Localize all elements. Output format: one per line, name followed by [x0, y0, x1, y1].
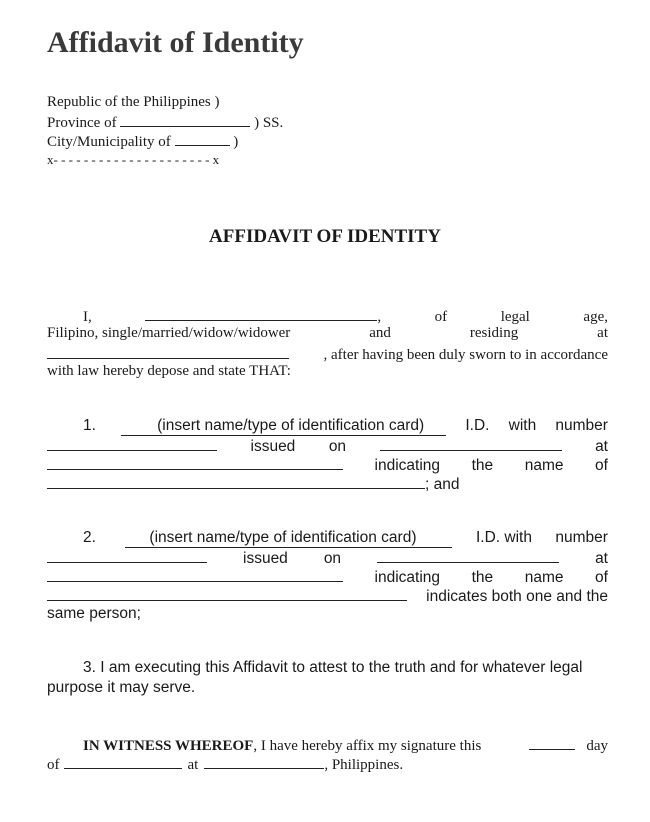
witness-month-blank[interactable] [64, 754, 182, 769]
witness-statement [47, 738, 481, 755]
item1-line-3 [47, 455, 608, 475]
item1-id: I.D. [465, 417, 490, 434]
item3-text2: purpose it may serve. [47, 679, 196, 696]
witness-line-2 [47, 754, 608, 774]
item1-line-1 [47, 417, 608, 436]
item2-same: same person; [47, 605, 141, 622]
province-blank[interactable] [120, 112, 250, 127]
intro-legal: legal [500, 309, 530, 325]
item2-the: the [471, 569, 494, 586]
item2-id-type[interactable] [125, 529, 452, 548]
item2-line-2 [47, 548, 608, 568]
intro-age: age, [583, 309, 608, 325]
witness-of: of [47, 757, 60, 773]
item3-line-2 [47, 679, 608, 697]
item1-name-blank[interactable] [47, 474, 425, 489]
intro-line-3 [47, 344, 608, 364]
venue-republic: Republic of the Philippines ) [47, 94, 220, 110]
item2-name: name [524, 569, 564, 586]
item1-issued: issued [250, 438, 296, 455]
intro-of: of [434, 309, 448, 325]
item1-id-type[interactable] [121, 417, 446, 436]
venue-province-label: Province of [47, 115, 117, 131]
witness-day-group [529, 735, 608, 755]
item2-number-word: number [555, 529, 608, 546]
witness-country: , Philippines. [324, 757, 404, 773]
item2-line-3 [47, 567, 608, 587]
venue-city-end: ) [233, 134, 239, 150]
witness-at: at [187, 757, 199, 773]
item1-of: of [595, 457, 608, 474]
item2-tail: indicates both one and the [426, 588, 608, 605]
venue-divider: x- - - - - - - - - - - - - - - - - - - - - x [47, 152, 220, 167]
intro-status: Filipino, single/married/widow/widower [47, 325, 291, 341]
item1-indicating: indicating [374, 457, 441, 474]
item2-name-blank[interactable] [47, 586, 407, 601]
item2-at: at [595, 550, 608, 567]
item2-line-5 [47, 605, 608, 623]
witness-place-blank[interactable] [204, 754, 324, 769]
witness-line-1 [47, 735, 608, 755]
item2-number: 2. [83, 529, 96, 546]
item1-id-type-text: (insert name/type of identification card) [157, 417, 425, 434]
item1-name: name [524, 457, 564, 474]
venue-city-label: City/Municipality of [47, 134, 171, 150]
item2-id-number-blank[interactable] [47, 548, 207, 563]
item1-the: the [471, 457, 494, 474]
item2-issue-place-blank[interactable] [47, 567, 343, 582]
item2-id-with: I.D. with [475, 529, 532, 546]
intro-and: and [369, 325, 391, 341]
item1-line-2 [47, 436, 608, 456]
intro-sworn: , after having been duly sworn to in accordance [323, 347, 608, 363]
intro-depose: with law hereby depose and state THAT: [47, 363, 291, 379]
address-blank[interactable] [47, 344, 289, 359]
intro-line-2 [47, 325, 608, 342]
item2-line-4 [47, 586, 608, 606]
item2-issue-date-blank[interactable] [377, 548, 559, 563]
item2-id-type-text: (insert name/type of identification card) [149, 529, 417, 546]
item2-indicating: indicating [374, 569, 441, 586]
item1-end: ; and [425, 476, 460, 493]
item1-number: 1. [83, 417, 96, 434]
witness-day: day [586, 738, 608, 754]
item1-with: with [508, 417, 537, 434]
intro-at: at [597, 325, 608, 341]
venue-province-end: ) SS. [254, 115, 284, 131]
intro-line-1 [47, 306, 608, 326]
item2-of: of [595, 569, 608, 586]
item2-on: on [323, 550, 342, 567]
item1-at: at [595, 438, 608, 455]
witness-bold: IN WITNESS WHEREOF [83, 738, 254, 754]
document-title: Affidavit of Identity [47, 26, 304, 59]
venue-city [47, 131, 238, 152]
item1-id-number-blank[interactable] [47, 436, 217, 451]
intro-comma: , [377, 309, 382, 325]
item2-line-1 [47, 529, 608, 548]
witness-day-blank[interactable] [529, 735, 575, 750]
city-blank[interactable] [175, 131, 230, 146]
item1-issue-place-blank[interactable] [47, 455, 343, 470]
intro-residing: residing [469, 325, 519, 341]
witness-rest: , I have hereby affix my signature this [253, 738, 482, 754]
item3-text: 3. I am executing this Affidavit to attest to the truth and for whatever legal [83, 659, 583, 676]
item1-on: on [328, 438, 347, 455]
affiant-name-blank[interactable] [145, 306, 377, 321]
intro-line-4 [47, 363, 608, 380]
affidavit-heading: AFFIDAVIT OF IDENTITY [209, 226, 441, 247]
item2-issued: issued [243, 550, 288, 567]
venue-province [47, 112, 283, 133]
intro-i: I, [83, 309, 92, 325]
item1-issue-date-blank[interactable] [380, 436, 562, 451]
item3-line-1 [47, 659, 608, 677]
item1-line-4 [47, 474, 608, 494]
item1-number-word: number [555, 417, 608, 434]
intro-name-group [145, 306, 381, 326]
